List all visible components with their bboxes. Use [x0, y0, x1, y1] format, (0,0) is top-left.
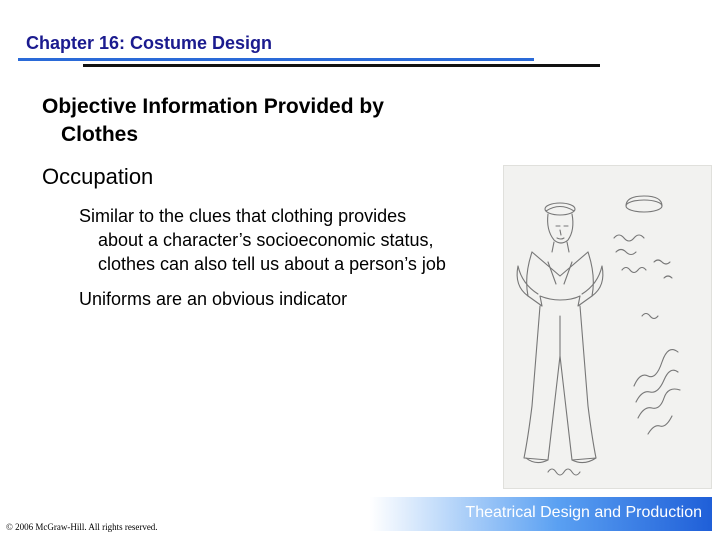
sailor-sketch-image	[503, 165, 712, 489]
slide-heading	[42, 93, 472, 149]
title-rule-black	[83, 64, 600, 67]
footer-title: Theatrical Design and Production	[465, 504, 702, 521]
chapter-title: Chapter 16: Costume Design	[26, 33, 273, 53]
para1-line2: about a character’s socioeconomic status,	[98, 230, 434, 250]
title-rule-blue	[18, 58, 534, 61]
topic-label: Occupation	[42, 164, 154, 189]
copyright-notice: © 2006 McGraw-Hill. All rights reserved.	[6, 522, 158, 532]
bullet-paragraph-1	[79, 204, 499, 276]
sailor-sketch-drawing	[504, 166, 711, 488]
slide-heading-line2: Clothes	[61, 123, 139, 146]
para1-line3: clothes can also tell us about a person’s job	[98, 254, 446, 274]
sailor-shirt	[527, 252, 594, 306]
slide-heading-line1: Objective Information Provided by	[42, 95, 384, 118]
sailor-cap-sketch	[626, 200, 662, 212]
bullet-paragraph-2: Uniforms are an obvious indicator	[79, 289, 348, 309]
para1-line1: Similar to the clues that clothing provides	[79, 206, 407, 226]
sailor-collar	[532, 252, 588, 276]
